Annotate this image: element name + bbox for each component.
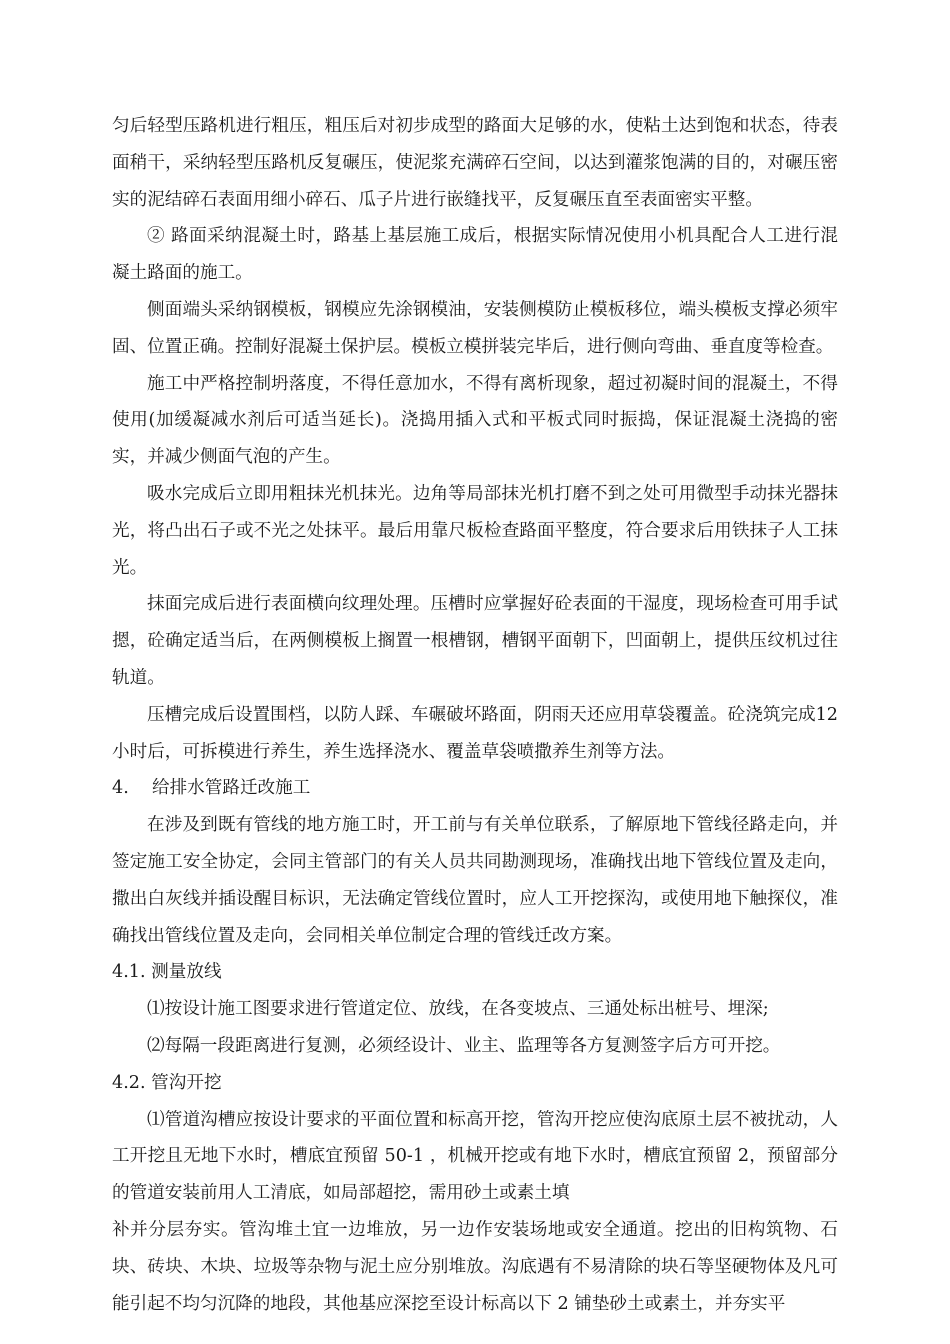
- list-item-4-2-1: ⑴管道沟槽应按设计要求的平面位置和标高开挖，管沟开挖应使沟底原土层不被扰动，人工开挖且无地下水时，槽底宜预留 50-1 ，机械开挖或有地下水时，槽底宜预留 2，预留部分的管道安装前用人工清底，如局部超挖，需用砂土或素土填: [112, 1109, 838, 1204]
- document-body: [112, 108, 838, 1322]
- paragraph-troweling: 吸水完成后立即用粗抹光机抹光。边角等局部抹光机打磨不到之处可用微型手动抹光器抹光，将凸出石子或不光之处抹平。最后用靠尺板检查路面平整度，符合要求后用铁抹子人工抹光。: [112, 483, 838, 578]
- list-item-4-1-2: ⑵每隔一段距离进行复测，必须经设计、业主、监理等各方复测签字后方可开挖。: [147, 1035, 781, 1056]
- paragraph-macadam-rolling: 匀后轻型压路机进行粗压，粗压后对初步成型的路面大足够的水，使粘土达到饱和状态，待表面稍干，采纳轻型压路机反复碾压，使泥浆充满碎石空间，以达到灌浆饱满的目的，对碾压密实的泥结碎石表面用细小碎石、瓜子片进行嵌缝找平，反复碾压直至表面密实平整。: [112, 116, 838, 210]
- list-item-4-1-1: ⑴按设计施工图要求进行管道定位、放线，在各变坡点、三通处标出桩号、埋深;: [147, 999, 769, 1020]
- paragraph-concrete-pavement: ② 路面采纳混凝土时，路基上基层施工成后，根据实际情况使用小机具配合人工进行混凝土路面的施工。: [112, 226, 838, 284]
- paragraph-curing: 压槽完成后设置围档，以防人踩、车碾破坏路面，阴雨天还应用草袋覆盖。砼浇筑完成12小时后，可拆模进行养生，养生选择浇水、覆盖草袋喷撒养生剂等方法。: [112, 704, 838, 762]
- paragraph-trench-backfill: 补并分层夯实。管沟堆土宜一边堆放，另一边作安装场地或安全通道。挖出的旧构筑物、石块、砖块、木块、垃圾等杂物与泥土应分别堆放。沟底遇有不易清除的块石等坚硬物体及凡可能引起不均匀沉降的地段，其他基应深挖至设计标高以下 2 铺垫砂土或素土，并夯实平: [112, 1219, 838, 1314]
- section-heading-4: 4. 给排水管路迁改施工: [112, 778, 311, 799]
- section-heading-4-2: 4.2. 管沟开挖: [112, 1072, 222, 1093]
- section-heading-4-1: 4.1. 测量放线: [112, 962, 222, 983]
- paragraph-pipeline-survey: 在涉及到既有管线的地方施工时，开工前与有关单位联系，了解原地下管线径路走向，并签定施工安全协定，会同主管部门的有关人员共同勘测现场，准确找出地下管线位置及走向，撒出白灰线并插设醒目标识，无法确定管线位置时，应人工开挖探沟，或使用地下触探仪，准确找出管线位置及走向，会同相关单位制定合理的管线迁改方案。: [112, 815, 838, 946]
- paragraph-slump-control: 施工中严格控制坍落度，不得任意加水，不得有离析现象，超过初凝时间的混凝土，不得使用(加缓凝减水剂后可适当延长)。浇捣用插入式和平板式同时振捣，保证混凝土浇捣的密实，并减少侧面气泡的产生。: [112, 373, 838, 468]
- paragraph-texture-grooving: 抹面完成后进行表面横向纹理处理。压槽时应掌握好砼表面的干湿度，现场检查可用手试摁，砼确定适当后，在两侧模板上搁置一根槽钢，槽钢平面朝下，凹面朝上，提供压纹机过往轨道。: [112, 594, 838, 688]
- paragraph-formwork: 侧面端头采纳钢模板，钢模应先涂钢模油，安装侧模防止模板移位，端头模板支撑必须牢固、位置正确。控制好混凝土保护层。模板立模拼装完毕后，进行侧向弯曲、垂直度等检查。: [112, 299, 838, 357]
